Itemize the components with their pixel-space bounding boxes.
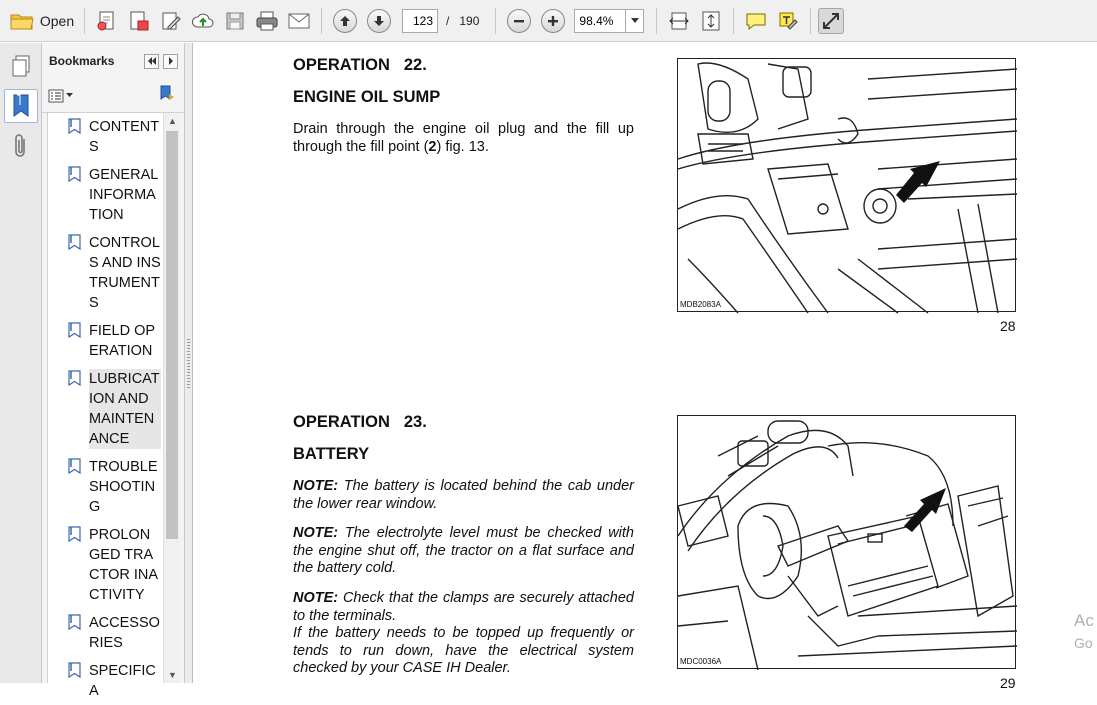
email-button[interactable]	[284, 6, 314, 36]
scrollbar-thumb[interactable]	[166, 131, 178, 539]
note-text: Check that the clamps are securely attached to the terminals.	[293, 590, 634, 624]
options-menu-button[interactable]	[48, 89, 73, 103]
bookmarks-header	[42, 43, 184, 79]
bookmark-label: TROUBLESHOOTING	[89, 459, 158, 515]
bookmark-icon	[68, 662, 82, 701]
document-page	[194, 43, 1097, 691]
find-bookmark-button[interactable]	[158, 84, 176, 107]
note-text: The battery is located behind the cab under the lower rear window.	[293, 478, 634, 512]
create-pdf-button[interactable]	[92, 6, 122, 36]
page-thumbnails-button[interactable]	[4, 49, 38, 83]
figure-engine-oil-plug	[677, 58, 1016, 312]
operation-label: OPERATION	[293, 413, 390, 431]
battery-illustration	[678, 416, 1017, 670]
upload-cloud-button[interactable]	[188, 6, 218, 36]
figure-code: MDC0036A	[680, 657, 722, 666]
zoom-select[interactable]	[574, 9, 644, 33]
operation-number: 23.	[403, 413, 427, 431]
save-button[interactable]	[220, 6, 250, 36]
operation-heading	[293, 56, 427, 75]
export-pdf-button[interactable]	[124, 6, 154, 36]
bookmark-label: PROLONGED TRACTOR INACTIVITY	[89, 527, 159, 603]
bookmark-label: FIELD OPERATION	[89, 323, 156, 359]
zoom-out-button[interactable]	[507, 9, 531, 33]
bookmark-label: GENERAL INFORMATION	[89, 167, 158, 223]
fullscreen-button[interactable]	[818, 8, 844, 34]
panel-splitter[interactable]	[185, 43, 193, 683]
note-paragraph	[293, 590, 634, 625]
bookmark-label: CONTENTS	[89, 119, 160, 155]
bookmark-search-icon	[158, 84, 176, 102]
zoom-value: 98.4%	[579, 13, 614, 28]
bookmark-item[interactable]	[48, 317, 163, 365]
envelope-icon	[287, 11, 311, 31]
fit-page-icon	[700, 10, 722, 32]
bookmark-item[interactable]	[48, 113, 163, 161]
minus-icon	[513, 15, 525, 27]
pages-icon	[10, 54, 32, 78]
separator	[656, 8, 657, 34]
note-paragraph	[293, 478, 634, 513]
expand-icon	[822, 12, 840, 30]
bookmark-item[interactable]	[48, 657, 163, 705]
bookmark-icon	[68, 166, 82, 225]
fit-width-icon	[668, 10, 690, 32]
bookmark-list	[47, 113, 163, 699]
page-total-value: 190	[459, 13, 480, 28]
open-button[interactable]	[6, 6, 78, 36]
bookmark-item[interactable]	[48, 453, 163, 521]
note-label: NOTE:	[293, 525, 339, 541]
section-title: BATTERY	[293, 445, 370, 463]
edit-pdf-icon	[160, 10, 182, 32]
double-chevron-left-icon	[147, 57, 157, 65]
bookmark-label: ACCESSORIES	[89, 615, 160, 651]
scroll-down-arrow-icon[interactable]: ▼	[168, 670, 177, 680]
text: Drain through the engine oil plug and the fill up through the fill point (	[293, 121, 634, 155]
create-pdf-icon	[96, 10, 118, 32]
paperclip-icon	[12, 133, 30, 159]
engine-illustration	[678, 59, 1017, 313]
attachments-button[interactable]	[4, 129, 38, 163]
bookmark-item[interactable]	[48, 521, 163, 609]
bookmark-label: LUBRICATION AND MAINTENANCE	[89, 371, 160, 447]
folder-icon	[10, 11, 34, 31]
bookmark-scrollbar[interactable]	[163, 113, 180, 683]
bookmark-label: SPECIFICA	[89, 663, 156, 699]
bookmark-item[interactable]	[48, 365, 163, 453]
fit-width-button[interactable]	[664, 6, 694, 36]
separator	[84, 8, 85, 34]
bookmark-icon	[68, 118, 82, 157]
note-paragraph	[293, 525, 634, 578]
printer-icon	[255, 10, 279, 32]
operation-number: 22.	[403, 56, 427, 74]
figure-number: 29	[1000, 675, 1016, 691]
bookmark-icon	[68, 458, 82, 517]
bookmark-icon	[68, 370, 82, 449]
splitter-grip[interactable]	[187, 339, 190, 389]
callout-number: 2	[428, 138, 437, 155]
expand-panel-button[interactable]	[163, 54, 178, 69]
note-text: If the battery needs to be topped up frequently or tends to run down, have the electrical system checked by your CASE IH Dealer.	[293, 625, 634, 676]
paragraph	[293, 121, 634, 156]
arrow-down-icon	[373, 15, 385, 27]
arrow-up-icon	[339, 15, 351, 27]
bookmark-item[interactable]	[48, 229, 163, 317]
list-options-icon	[48, 89, 64, 103]
activation-watermark-line1: Ac	[1074, 611, 1094, 630]
activation-watermark-line2: Go	[1074, 635, 1093, 651]
bookmark-icon	[68, 234, 82, 313]
cloud-upload-icon	[191, 10, 215, 32]
text: ) fig. 13.	[436, 138, 489, 155]
figure-battery	[677, 415, 1016, 669]
navigation-rail	[0, 43, 42, 683]
page-number-input[interactable]	[402, 9, 438, 33]
bookmarks-button[interactable]	[4, 89, 38, 123]
figure-number: 28	[1000, 318, 1016, 334]
bookmark-label: CONTROLS AND INSTRUMENTS	[89, 235, 161, 311]
collapse-panel-button[interactable]	[144, 54, 159, 69]
chevron-down-icon[interactable]	[625, 10, 643, 32]
comment-icon	[745, 11, 767, 31]
comment-button[interactable]	[741, 6, 771, 36]
figure-code: MDB2083A	[680, 300, 721, 309]
note-text: The electrolyte level must be checked with the engine shut off, the tractor on a flat surface and the battery cold.	[293, 525, 634, 576]
bookmark-icon	[68, 614, 82, 653]
note-paragraph	[293, 625, 634, 678]
toolbar	[0, 0, 1097, 42]
panel-title: Bookmarks	[49, 54, 115, 68]
separator	[810, 8, 811, 34]
operation-label: OPERATION	[293, 56, 390, 74]
page-separator: /	[446, 13, 450, 28]
note-label: NOTE:	[293, 478, 339, 494]
export-pdf-icon	[128, 10, 150, 32]
separator	[733, 8, 734, 34]
highlight-button[interactable]	[773, 6, 803, 36]
save-icon	[224, 10, 246, 32]
bookmark-ribbon-icon	[10, 93, 32, 119]
open-label: Open	[39, 12, 75, 29]
page-total	[446, 14, 479, 28]
print-button[interactable]	[252, 6, 282, 36]
chevron-down-icon	[66, 93, 73, 98]
section-title: ENGINE OIL SUMP	[293, 88, 441, 106]
next-page-button[interactable]	[367, 9, 391, 33]
highlight-icon	[777, 10, 799, 32]
zoom-in-button[interactable]	[541, 9, 565, 33]
operation-heading	[293, 413, 427, 432]
edit-pdf-button[interactable]	[156, 6, 186, 36]
bookmark-item[interactable]	[48, 609, 163, 657]
previous-page-button[interactable]	[333, 9, 357, 33]
bookmark-icon	[68, 526, 82, 605]
bookmark-icon	[68, 322, 82, 361]
bookmark-item[interactable]	[48, 161, 163, 229]
plus-icon	[547, 15, 559, 27]
chevron-right-icon	[168, 57, 174, 65]
note-label: NOTE:	[293, 590, 339, 606]
separator	[321, 8, 322, 34]
scroll-up-arrow-icon[interactable]: ▲	[168, 116, 177, 126]
fit-page-button[interactable]	[696, 6, 726, 36]
separator	[495, 8, 496, 34]
bookmarks-panel	[42, 43, 185, 699]
bookmarks-options-bar	[42, 79, 184, 113]
